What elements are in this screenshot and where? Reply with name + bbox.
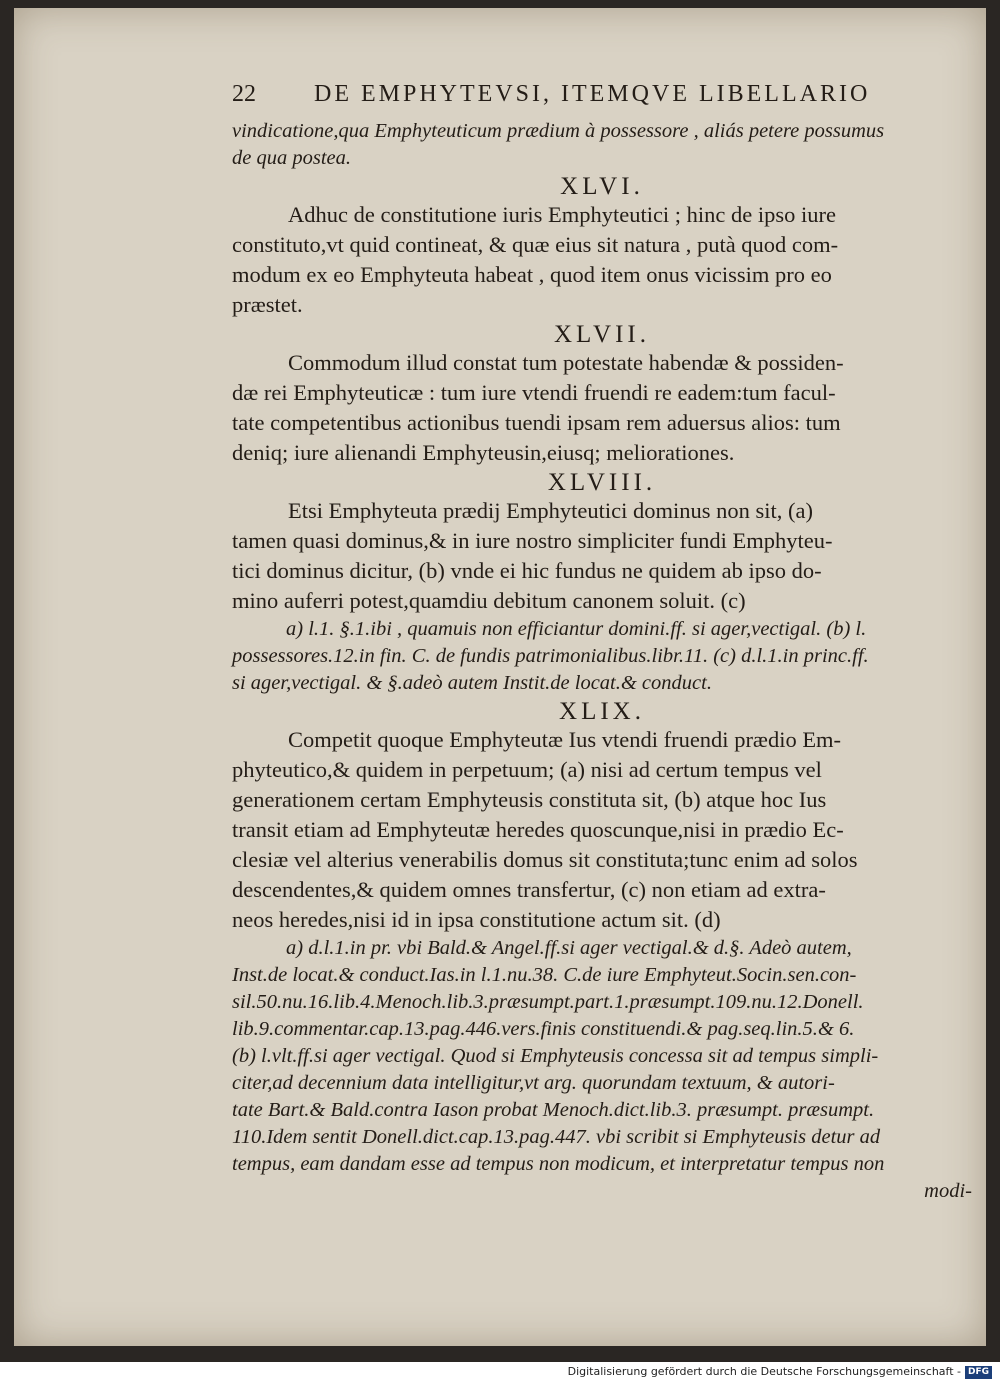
footer-credit: Digitalisierung gefördert durch die Deutsche Forschungsgemeinschaft - [567,1365,961,1378]
page-text [232,74,972,1205]
section-text-line: dæ rei Emphyteuticæ : tum iure vtendi fruendi re eadem:tum facul- [232,380,836,405]
section-text-line: neos heredes,nisi id in ipsa constitutione actum sit. (d) [232,907,721,932]
intro-line: de qua postea. [232,147,351,169]
section-text-line: Adhuc de constitutione iuris Emphyteutici ; hinc de ipso iure [288,202,837,227]
footnote-line: (b) l.vlt.ff.si ager vectigal. Quod si Emphyteusis concessa sit ad tempus simpli- [232,1045,879,1067]
footnote-line: citer,ad decennium data intelligitur,vt arg. quorundam textuum, & autori- [232,1072,835,1094]
footnote-line: a) l.1. §.1.ibi , quamuis non efficiantur domini.ff. si ager,vectigal. (b) l. [286,618,867,640]
section-text-line: tamen quasi dominus,& in iure nostro simpliciter fundi Emphyteu- [232,528,833,553]
section-heading: XLVII. [554,321,650,348]
footnote-line: possessores.12.in fin. C. de fundis patrimonialibus.libr.11. (c) d.l.1.in princ.ff. [232,645,869,667]
section-text-line: deniq; iure alienandi Emphyteusin,eiusq; meliorationes. [232,440,735,465]
section-heading: XLVIII. [547,469,657,496]
section-text-line: tici dominus dicitur, (b) vnde ei hic fundus ne quidem ab ipso do- [232,558,822,583]
section-text-line: modum ex eo Emphyteuta habeat , quod item onus vicissim pro eo [232,262,832,287]
section-text-line: clesiæ vel alterius venerabilis domus sit constituta;tunc enim ad solos [232,847,858,872]
section-text-line: generationem certam Emphyteusis constituta sit, (b) atque hoc Ius [232,787,827,812]
footnote-line: a) d.l.1.in pr. vbi Bald.& Angel.ff.si ager vectigal.& d.§. Adeò autem, [286,937,852,959]
section-text-line: Etsi Emphyteuta prædij Emphyteutici dominus non sit, (a) [288,498,813,523]
footnote-line: tempus, eam dandam esse ad tempus non modicum, et interpretatur tempus non [232,1153,885,1175]
section-text-line: tate competentibus actionibus tuendi ipsam rem aduersus alios: tum [232,410,841,435]
footnote-line: si ager,vectigal. & §.adeò autem Instit.de locat.& conduct. [232,672,712,694]
section-text-line: Commodum illud constat tum potestate habendæ & possiden- [288,350,844,375]
footnote-line: lib.9.commentar.cap.13.pag.446.vers.finis constituendi.& pag.seq.lin.5.& 6. [232,1018,855,1040]
footnote-line: Inst.de locat.& conduct.Ias.in l.1.nu.38. C.de iure Emphyteut.Socin.sen.con- [232,964,857,986]
page-content [232,118,972,1205]
section-heading: XLIX. [559,698,645,725]
section-text-line: constituto,vt quid contineat, & quæ eius sit natura , putà quod com- [232,232,839,257]
section-text-line: mino auferri potest,quamdiu debitum canonem soluit. (c) [232,588,746,613]
section-text-line: præstet. [232,292,303,317]
section-text-line: phyteutico,& quidem in perpetuum; (a) nisi ad certum tempus vel [232,757,822,782]
catchword: modi- [924,1180,972,1202]
book-page [14,8,986,1346]
section-text-line: transit etiam ad Emphyteutæ heredes quoscunque,nisi in prædio Ec- [232,817,844,842]
footnote-line: tate Bart.& Bald.contra Iason probat Menoch.dict.lib.3. præsumpt. præsumpt. [232,1099,875,1121]
section-heading: XLVI. [560,173,644,200]
section-text-line: descendentes,& quidem omnes transfertur, (c) non etiam ad extra- [232,877,826,902]
running-header [232,74,972,114]
footnote-line: sil.50.nu.16.lib.4.Menoch.lib.3.præsumpt.part.1.præsumpt.109.nu.12.Donell. [232,991,864,1013]
running-head-title: DE EMPHYTEVSI, ITEMQVE LIBELLARIO [314,81,871,107]
page-number: 22 [232,81,256,107]
footnote-line: 110.Idem sentit Donell.dict.cap.13.pag.447. vbi scribit si Emphyteusis detur ad [232,1126,881,1148]
dfg-logo: DFG [965,1366,992,1379]
footer-bar [0,1362,1000,1382]
section-text-line: Competit quoque Emphyteutæ Ius vtendi fruendi prædio Em- [288,727,842,752]
intro-line: vindicatione,qua Emphyteuticum prædium à possessore , aliás petere possumus [232,120,885,142]
